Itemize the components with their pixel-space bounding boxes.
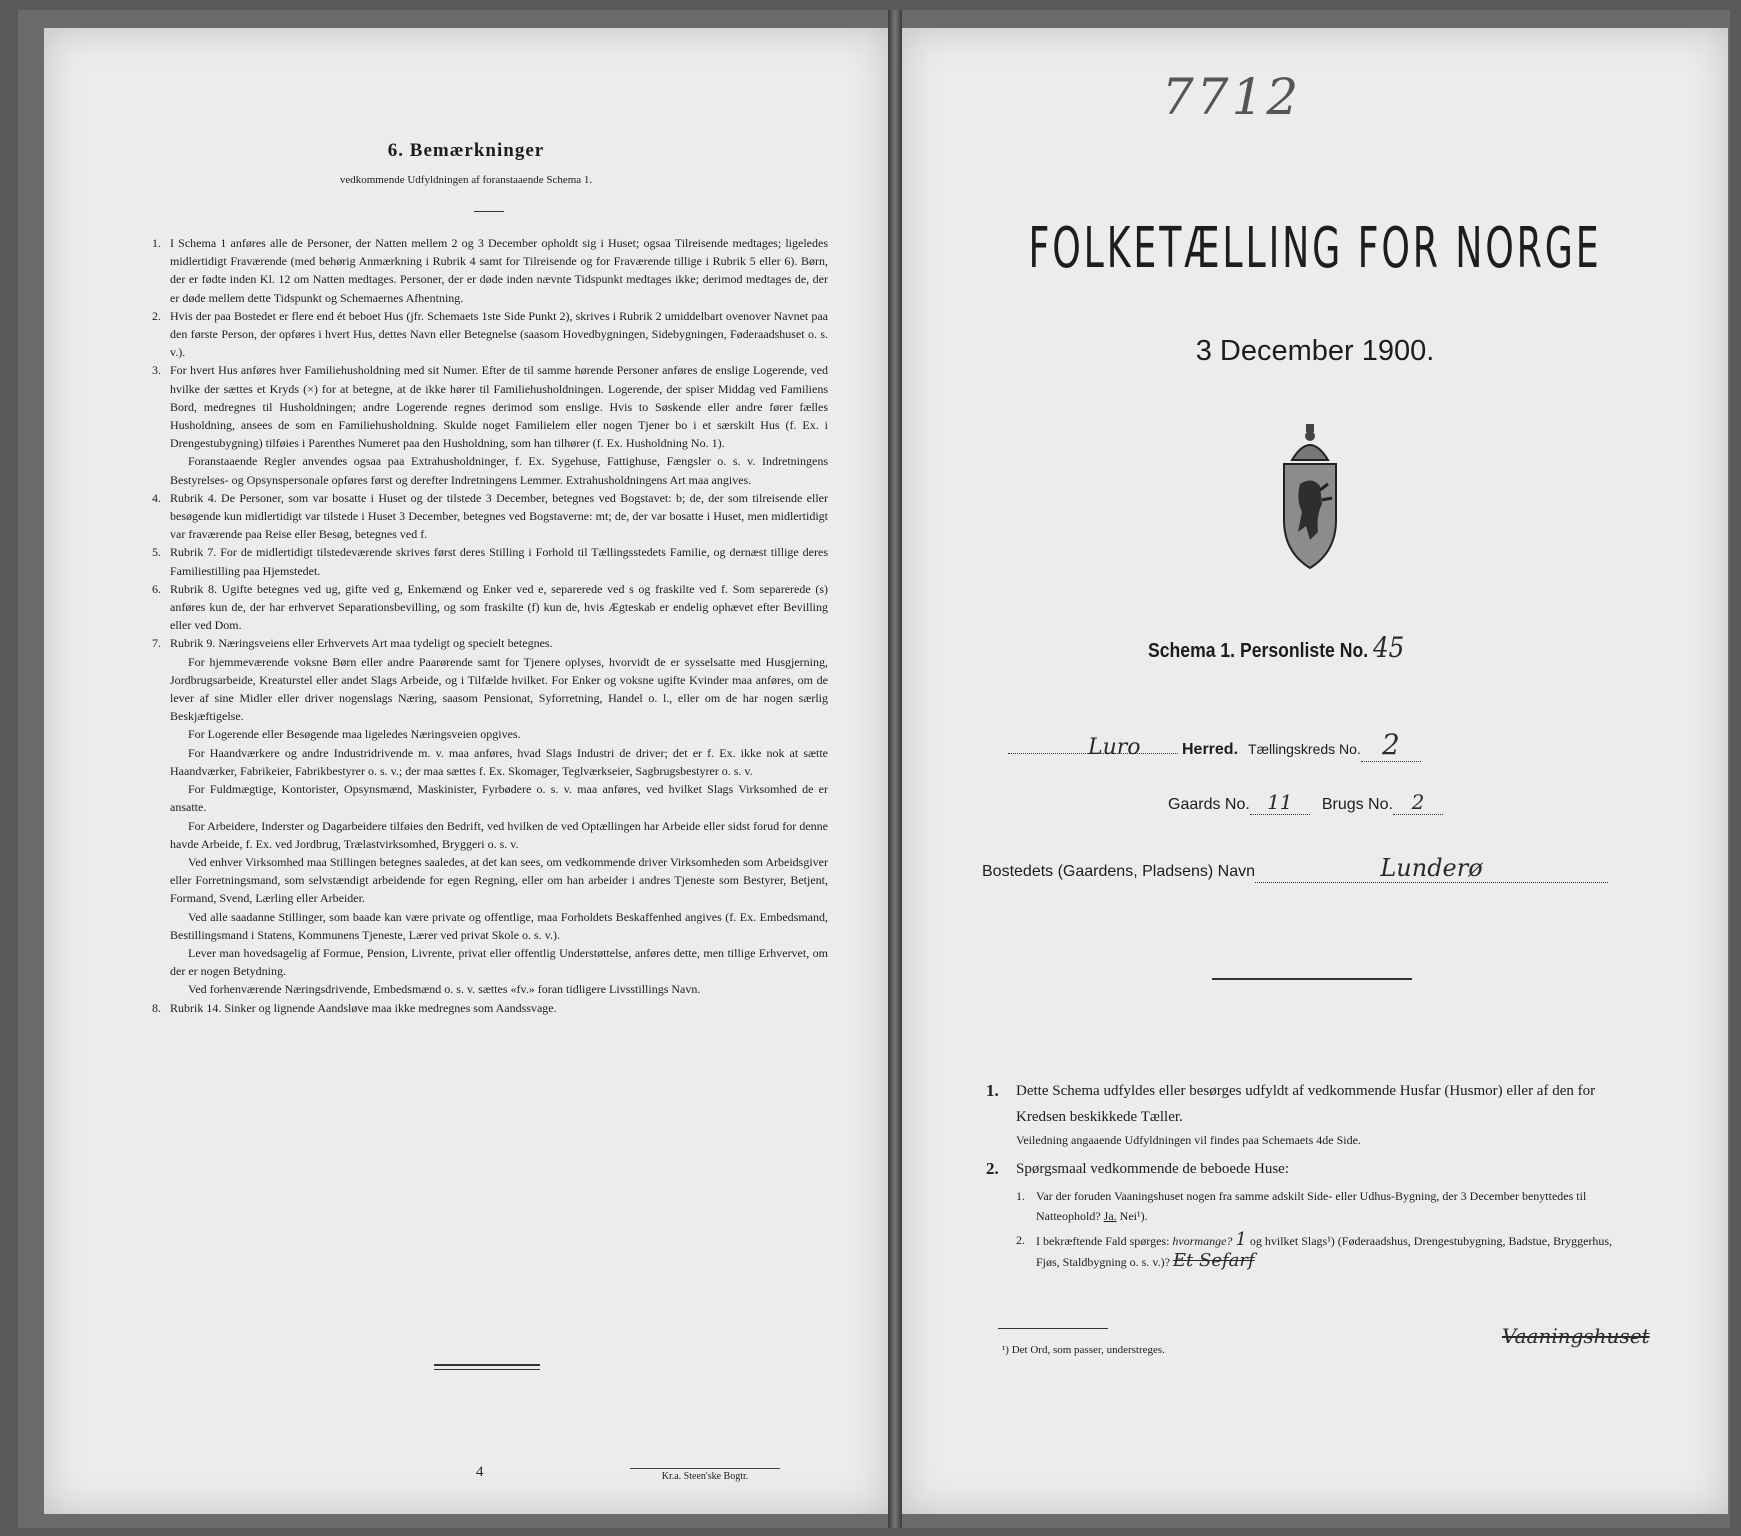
schema-heading [1148,631,1404,664]
brugs-value: 2 [1393,790,1443,815]
kreds-value: 2 [1361,728,1421,762]
herred-label: Herred. [1182,741,1239,758]
remark-number: 5. [152,545,161,560]
remark-paragraph: Rubrik 8. Ugifte betegnes ved ug, gifte ved g, Enkemænd og Enker ved e, separerede ved s og fraskilte ved f. Som separerede (s) anføres kun de, der har erhvervet Separationsbevilling, og som fraskilte (f) kun de, hvis Ægteskab er endelig ophævet efter Bevilling eller ved Dom. [170,581,828,633]
printer-imprint: Kr.a. Steen'ske Bogtr. [630,1468,780,1482]
remark-number: 1. [152,236,161,250]
census-date: 3 December 1900. [1195,335,1435,367]
left-page [44,28,888,1514]
remark-paragraph: I Schema 1 anføres alle de Personer, der Natten mellem 2 og 3 December opholdt sig i Huset; ogsaa Tilreisende medtages; ligeledes midlertidigt Fraværende (med behørig Anmærkning i Rubrik 4 samt for Tilreisende og for Fraværende tillige i Rubrik 5 eller 6). Børn, der er fødte inden Kl. 12 om Natten medtages. Personer, der er døde inden nævnte Tidspunkt medtages ikke; derimod medtages de, der er døde mellem dette Tidspunkt og Schemaernes Afhentning. [170,236,828,305]
herred-row [1008,728,1554,762]
remark-item [152,999,828,1017]
remark-paragraph: For Logerende eller Besøgende maa ligeledes Næringsveien opgives. [188,727,521,742]
bosted-row [982,854,1608,883]
remarks-list [152,234,828,1017]
bosted-label: Bostedets (Gaardens, Pladsens) Navn [982,863,1256,880]
remark-paragraph: For hvert Hus anføres hver Familiehusholdning med sit Numer. Efter de til samme hørende Personer anføres de enslige Logerende, ved hvilke der sættes et Kryds (×) for at betegne, at de ikke hører til Familiehusholdningen. Logerende, der spiser Middag ved Familiens Bord, medregnes til Husholdningen; andre Logerende regnes derimod som enslige. Hvis to Søskende eller andre fører fælles Husholdning, ansees de som en Familiehusholdning. Skulde noget Familielem eller nogen Tjener bo i et særskilt Hus (f. Ex. i Drengestubygning) tilføies i Parenthes Numeret paa den Husholdning, som han tilhører (f. Ex. Husholdning No. 1). [170,363,828,451]
remark-paragraph: Ved alle saadanne Stillinger, som baade kan være private og offentlige, maa Forholdets Beskaffenhed angives (f. Ex. Embedsmand, Bestillingsmand i Statens, Kommunens Tjeneste, Lærer ved privat Skole o. s. v.). [170,909,828,942]
question-1: 1. Dette Schema udfyldes eller besørges udfyldt af vedkommende Husfar (Husmor) eller af den for Kredsen beskikkede Tæller. [986,1081,1596,1125]
remark-item [152,361,828,488]
remark-paragraph: Rubrik 4. De Personer, som var bosatte i Huset og der tilstede 3 December, betegnes ved Bogstavet: b; de, der som tilreisende eller besøgende kun midlertidigt var tilstede i Huset 3 December, betegnes ved Bogstaverne: mt; de, der var bosatte i Huset, men midlertidigt var fraværende paa Reise eller Besøg, betegnes ved f. [170,490,828,542]
kreds-label: Tællingskreds No. [1248,741,1361,757]
remark-paragraph: Ved forhenværende Næringsdrivende, Embedsmænd o. s. v. sættes «fv.» foran tidligere Livsstillings Navn. [188,982,701,997]
remark-paragraph: For hjemmeværende voksne Børn eller andre Paarørende samt for Tjenere oplyses, hvorvidt de er sysselsatte med Husgjerning, Jordbrugsarbeide, Kreaturstel eller andet Slags Arbeide, og i Tilfælde hvilket. For Enker og voksne ugifte Kvinder maa anføres, om de lever af sine Midler eller driver nogenslags Næring, saasom Pensionat, Syforretning, Handel o. l., eller om de har nogen særlig Beskjæftigelse. [170,654,828,724]
remark-item [152,634,828,998]
archive-number: 7712 [1162,68,1302,126]
census-title: FOLKETÆLLING FOR NORGE [1028,216,1602,281]
hvormange-answer: 1 [1235,1229,1247,1250]
remark-number: 2. [152,308,161,323]
remark-item [152,489,828,544]
end-rule [434,1364,540,1370]
divider [474,211,504,212]
footnote-rule [998,1328,1108,1329]
remark-paragraph: For Arbeidere, Inderster og Dagarbeidere tilføies den Bedrift, ved hvilken de ved Optællingen har Arbeide eller sidst forud for denne havde Arbeide, f. Ex. ved Jordbrug, Trælastvirksomhed, Bryggeri o. s. v. [170,818,828,851]
right-page [902,28,1728,1514]
gaards-label: Gaards No. [1168,796,1250,813]
book-gutter [888,10,902,1528]
remark-paragraph: Lever man hovedsagelig af Formue, Pension, Livrente, privat eller offentlig Understøttelse, anføres dette, men tillige Erhvervet, om der er nogen Betydning. [170,945,828,979]
remark-paragraph: Rubrik 9. Næringsveiens eller Erhvervets Art maa tydeligt og specielt betegnes. [170,636,553,651]
brugs-label: Brugs No. [1321,796,1393,813]
remark-number: 8. [152,1000,161,1015]
remark-number: 3. [152,363,161,378]
remark-paragraph: Hvis der paa Bostedet er flere end ét beboet Hus (jfr. Schemaets 1ste Side Punkt 2), skrives i Rubrik 2 umiddelbart ovenover Navnet paa den første Person, der opføres i hvert Hus, dettes Navn eller Betegnelse (saasom Hovedbygningen, Sidebygningen, Føderaadshuset o. s. v.). [170,308,828,360]
sub-question-1: 1. Var der foruden Vaaningshuset nogen fra samme adskilt Side- eller Udhus-Bygning, der 3 December benyttedes til Natteophold? Ja. Nei¹). [1016,1189,1587,1223]
remark-item [152,580,828,635]
handwritten-vaaningshuset: Vaaningshuset [1502,1324,1650,1348]
remark-item [152,307,828,362]
guidance-note: Veiledning angaaende Udfyldningen vil findes paa Schemaets 4de Side. [1016,1133,1361,1147]
remark-number: 6. [152,581,161,596]
remark-paragraph: Ved enhver Virksomhed maa Stillingen betegnes saaledes, at det kan sees, om vedkommende driver Virksomheden som Arbeidsgiver eller Forretningsmand, som selvstændigt arbeidende for egen Regning, eller om han arbeider i andres Tjeneste som Bestyrer, Betjent, Formand, Svend, Lærling eller Arbeider. [170,854,828,906]
bosted-value: Lunderø [1255,854,1608,883]
remark-paragraph: Rubrik 14. Sinker og lignende Aandsløve maa ikke medregnes som Aandssvage. [170,1000,557,1015]
open-book [18,10,1730,1528]
footnote: ¹) Det Ord, som passer, understreges. [1002,1344,1165,1356]
remark-paragraph: For Fuldmægtige, Kontorister, Opsynsmænd, Maskinister, Fyrbødere o. s. v. maa anføres, ved hvilket Slags Virksomhed de er ansatte. [170,782,828,815]
gaards-row [1168,790,1458,815]
remarks-title: 6. Bemærkninger [387,140,545,161]
remark-paragraph: For Haandværkere og andre Industridrivende m. v. maa anføres, hvad Slags Industri de driver; det er f. Ex. ikke nok at sætte Haandværker, Fabrikeier, Fabrikbestyrer o. s. v.; der maa sættes f. Ex. Skomager, Teglværkseier, Sagbrugsbestyrer o. s. v. [170,745,828,778]
answer-ja: Ja. [1103,1209,1117,1223]
ornament-rule [1212,978,1412,980]
remark-number: 7. [152,636,161,651]
remark-paragraph: Foranstaaende Regler anvendes ogsaa paa Extrahusholdninger, f. Ex. Sygehuse, Fattighuse, Fængsler o. s. v. Indretningens Bestyrelses- og Opsynspersonale opføres først og derefter Indretningens Lemmer. Extrahusholdningens Art maa angives. [170,454,828,487]
schema-label: Schema 1. Personliste No. [1148,640,1369,662]
handwritten-entry: Et Sefarf [1172,1250,1255,1271]
remarks-subtitle: vedkommende Udfyldningen af foranstaaende Schema 1. [339,174,593,186]
schema-number: 45 [1372,631,1405,664]
coat-of-arms-icon [1262,420,1358,572]
remark-item [152,543,828,579]
herred-value: Luro [1088,735,1141,760]
question-2: 2. Spørgsmaal vedkommende de beboede Huse: [986,1159,1289,1178]
gaards-value: 11 [1250,790,1310,815]
answer-nei: Nei¹). [1119,1209,1148,1223]
instructions [986,1078,1636,1272]
sub-question-2: 2. I bekræftende Fald spørges: hvormange? 1 og hvilket Slags¹) (Føderaadshus, Drengestubygning, Badstue, Bryggerhus, Fjøs, Staldbygning o. s. v.)? Et Sefarf [1016,1229,1613,1271]
remark-number: 4. [152,490,161,505]
remark-paragraph: Rubrik 7. For de midlertidigt tilstedeværende skrives først deres Stilling i Forhold til Tællingsstedets Familie, og dernæst tillige deres Familiestilling paa Hjemstedet. [170,545,828,578]
page-number: 4 [476,1464,484,1480]
remark-item [152,234,828,307]
